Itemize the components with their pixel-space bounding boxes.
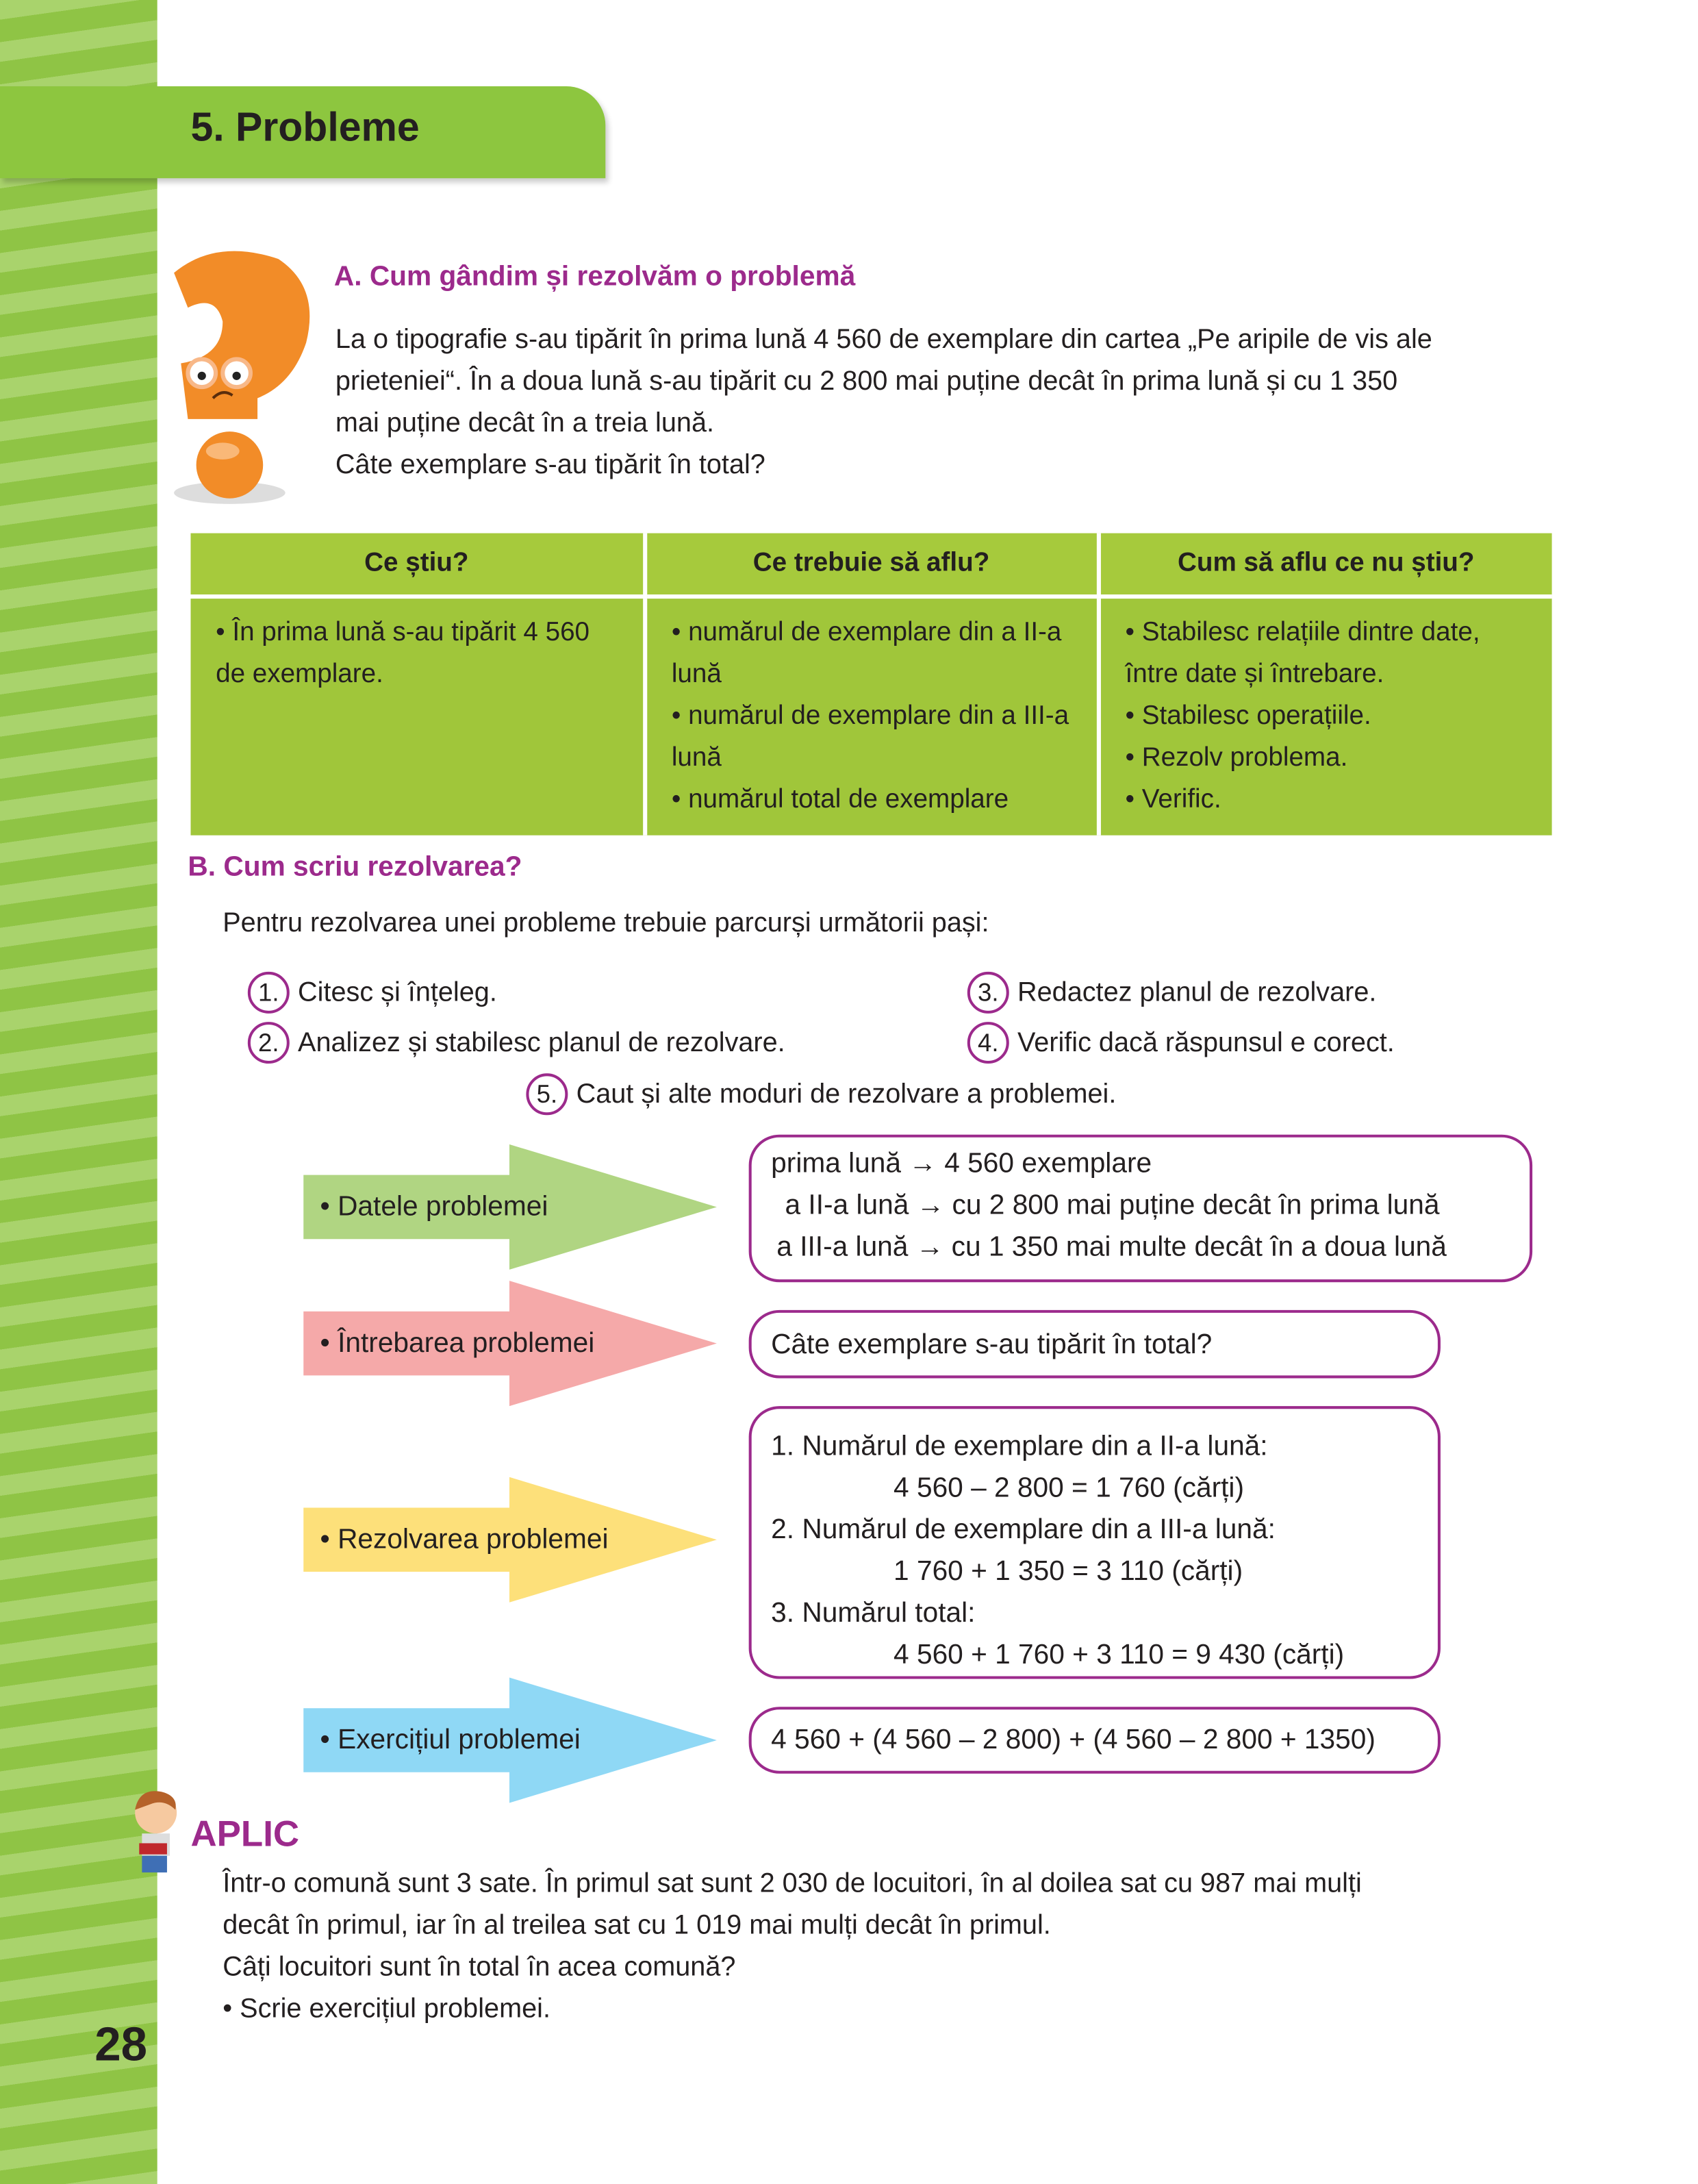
box-line: prima lună → 4 560 exemplare <box>771 1149 1152 1179</box>
apply-line: Într-o comună sunt 3 sate. În primul sat sunt 2 030 de locuitori, în al doilea sat cu 987 mai mulți <box>223 1868 1362 1899</box>
step-item <box>248 972 497 1014</box>
table-cell-unknown <box>644 597 1098 836</box>
apply-line: Câți locuitori sunt în total în acea comună? <box>223 1951 736 1983</box>
step-number: 5. <box>526 1073 568 1115</box>
step-number: 1. <box>248 972 290 1014</box>
cell-item: • Rezolv problema. <box>1125 743 1348 773</box>
step-text: Verific dacă răspunsul e corect. <box>1017 1027 1395 1057</box>
arrow-label: • Exercițiul problemei <box>320 1724 581 1755</box>
apply-exercise <box>223 1863 1362 2030</box>
page-number: 28 <box>94 2018 148 2072</box>
arrow-exercise <box>303 1678 721 1803</box>
arrow-question <box>303 1281 721 1406</box>
step-text: Redactez planul de rezolvare. <box>1017 977 1377 1007</box>
cell-item: • numărul de exemplare din a II-a lună <box>671 618 1062 690</box>
question-box <box>749 1310 1441 1379</box>
table-cell-known <box>190 597 644 836</box>
box-line: 4 560 + (4 560 – 2 800) + (4 560 – 2 800 + 1350) <box>771 1724 1376 1756</box>
cell-item: • Verific. <box>1125 785 1221 815</box>
step-number: 4. <box>967 1022 1009 1064</box>
step-text: Analizez și stabilesc planul de rezolvare. <box>298 1027 785 1057</box>
apply-line: decât în primul, iar în al treilea sat cu 1 019 mai mulți decât în primul. <box>223 1910 1051 1941</box>
box-line: 2. Numărul de exemplare din a III-a lună: <box>771 1514 1276 1546</box>
box-line: 4 560 + 1 760 + 3 110 = 9 430 (cărți) <box>894 1640 1345 1671</box>
box-line: 1 760 + 1 350 = 3 110 (cărți) <box>894 1556 1243 1587</box>
problem-statement <box>335 319 1574 486</box>
problem-line: La o tipografie s-au tipărit în prima lună 4 560 de exemplare din cartea „Pe aripile de vis ale <box>335 324 1432 355</box>
boy-reading-mascot-icon <box>123 1787 190 1874</box>
cell-item: • numărul total de exemplare <box>671 785 1009 815</box>
exercise-box <box>749 1707 1441 1774</box>
step-item <box>967 972 1377 1014</box>
analysis-table <box>190 534 1551 836</box>
arrow-data <box>303 1144 721 1270</box>
box-line: 3. Numărul total: <box>771 1598 976 1629</box>
box-line: a III-a lună → cu 1 350 mai multe decât în a doua lună <box>776 1232 1447 1263</box>
step-item <box>248 1022 785 1064</box>
table-header: Ce trebuie să aflu? <box>644 534 1098 597</box>
step-text: Citesc și înțeleg. <box>298 977 497 1007</box>
table-header: Cum să aflu ce nu știu? <box>1098 534 1552 597</box>
cell-item: • numărul de exemplare din a III-a lună <box>671 701 1069 773</box>
step-number: 2. <box>248 1022 290 1064</box>
section-b-heading: B. Cum scriu rezolvarea? <box>188 852 522 883</box>
arrow-label: • Întrebarea problemei <box>320 1327 595 1358</box>
step-text: Caut și alte moduri de rezolvare a problemei. <box>576 1078 1117 1109</box>
section-a-heading: A. Cum gândim și rezolvăm o problemă <box>333 262 856 292</box>
solution-box <box>749 1406 1441 1679</box>
arrow-label: • Datele problemei <box>320 1191 548 1222</box>
steps-intro: Pentru rezolvarea unei probleme trebuie parcurși următorii pași: <box>223 907 989 939</box>
apply-task: • Scrie exercițiul problemei. <box>223 1993 550 2024</box>
arrow-label: • Rezolvarea problemei <box>320 1523 609 1555</box>
cell-item: • Stabilesc relațiile dintre date, între date și întrebare. <box>1125 618 1480 690</box>
cell-item: • Stabilesc operațiile. <box>1125 701 1371 731</box>
box-line: Câte exemplare s-au tipărit în total? <box>771 1329 1213 1361</box>
box-line: 1. Numărul de exemplare din a II-a lună: <box>771 1431 1268 1462</box>
question-mark-mascot-icon <box>160 245 327 510</box>
arrow-solution <box>303 1477 721 1603</box>
step-item <box>526 1073 1116 1115</box>
data-box <box>749 1135 1532 1282</box>
problem-line: prieteniei“. În a doua lună s-au tipărit cu 2 800 mai puține decât în prima lună și cu 1 350 <box>335 366 1398 397</box>
step-number: 3. <box>967 972 1009 1014</box>
table-header: Ce știu? <box>190 534 644 597</box>
page-title: 5. Probleme <box>190 105 420 151</box>
apply-heading: APLIC <box>190 1812 300 1855</box>
box-line: 4 560 – 2 800 = 1 760 (cărți) <box>894 1472 1245 1504</box>
problem-question: Câte exemplare s-au tipărit în total? <box>335 449 765 481</box>
problem-line: mai puține decât în a treia lună. <box>335 407 715 439</box>
cell-item: • În prima lună s-au tipărit 4 560 de exemplare. <box>216 618 590 690</box>
step-item <box>967 1022 1395 1064</box>
table-cell-method <box>1098 597 1552 836</box>
box-line: a II-a lună → cu 2 800 mai puține decât în prima lună <box>785 1190 1440 1221</box>
